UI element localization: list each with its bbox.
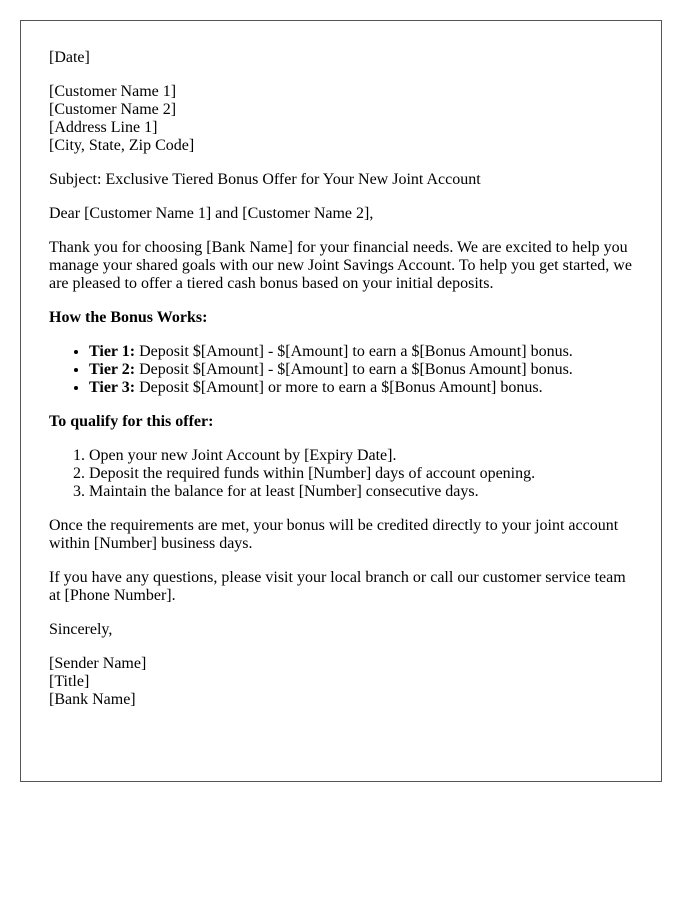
signature-line: [Sender Name] bbox=[49, 655, 147, 672]
tier-label: Tier 1: bbox=[89, 343, 136, 360]
tier-text: Deposit $[Amount] - $[Amount] to earn a $[Bonus Amount] bonus. bbox=[135, 361, 573, 378]
salutation: Dear [Customer Name 1] and [Customer Name 2], bbox=[49, 205, 374, 222]
contact-note: If you have any questions, please visit your local branch or call our customer service team at [Phone Number]. bbox=[49, 569, 626, 604]
tier-item bbox=[89, 379, 632, 397]
credit-note: Once the requirements are met, your bonus will be credited directly to your joint account within [Number] business days. bbox=[49, 517, 619, 552]
tier-label: Tier 3: bbox=[89, 379, 136, 396]
signature-block bbox=[49, 655, 632, 709]
qualify-heading bbox=[49, 413, 632, 431]
step-item: 2. Deposit the required funds within [Number] days of account opening. bbox=[89, 465, 632, 483]
recipient-address bbox=[49, 83, 632, 155]
signature-line: [Bank Name] bbox=[49, 691, 136, 708]
tier-label: Tier 2: bbox=[89, 361, 136, 378]
recipient-line: [Customer Name 2] bbox=[49, 101, 177, 118]
tier-text: Deposit $[Amount] - $[Amount] to earn a $[Bonus Amount] bonus. bbox=[135, 343, 573, 360]
qualify-heading-text: To qualify for this offer: bbox=[49, 413, 214, 430]
intro-paragraph: Thank you for choosing [Bank Name] for your financial needs. We are excited to help you manage your shared goals with our new Joint Savings Account. To help you get started, we are pleased to offer a tiered cash bonus based on your initial deposits. bbox=[49, 239, 632, 292]
step-item: 3. Maintain the balance for at least [Number] consecutive days. bbox=[89, 483, 632, 501]
letter bbox=[20, 20, 662, 782]
tier-text: Deposit $[Amount] or more to earn a $[Bonus Amount] bonus. bbox=[135, 379, 543, 396]
tier-list bbox=[49, 343, 632, 397]
recipient-line: [Customer Name 1] bbox=[49, 83, 177, 100]
recipient-line: [City, State, Zip Code] bbox=[49, 137, 195, 154]
signature-line: [Title] bbox=[49, 673, 90, 690]
tier-item bbox=[89, 343, 632, 361]
steps-list bbox=[49, 447, 632, 501]
bonus-heading-text: How the Bonus Works: bbox=[49, 309, 208, 326]
step-item: 1. Open your new Joint Account by [Expiry Date]. bbox=[89, 447, 632, 465]
closing: Sincerely, bbox=[49, 621, 113, 638]
tier-item bbox=[89, 361, 632, 379]
date: [Date] bbox=[49, 49, 90, 66]
subject: Subject: Exclusive Tiered Bonus Offer for Your New Joint Account bbox=[49, 171, 481, 188]
recipient-line: [Address Line 1] bbox=[49, 119, 158, 136]
bonus-heading bbox=[49, 309, 632, 327]
